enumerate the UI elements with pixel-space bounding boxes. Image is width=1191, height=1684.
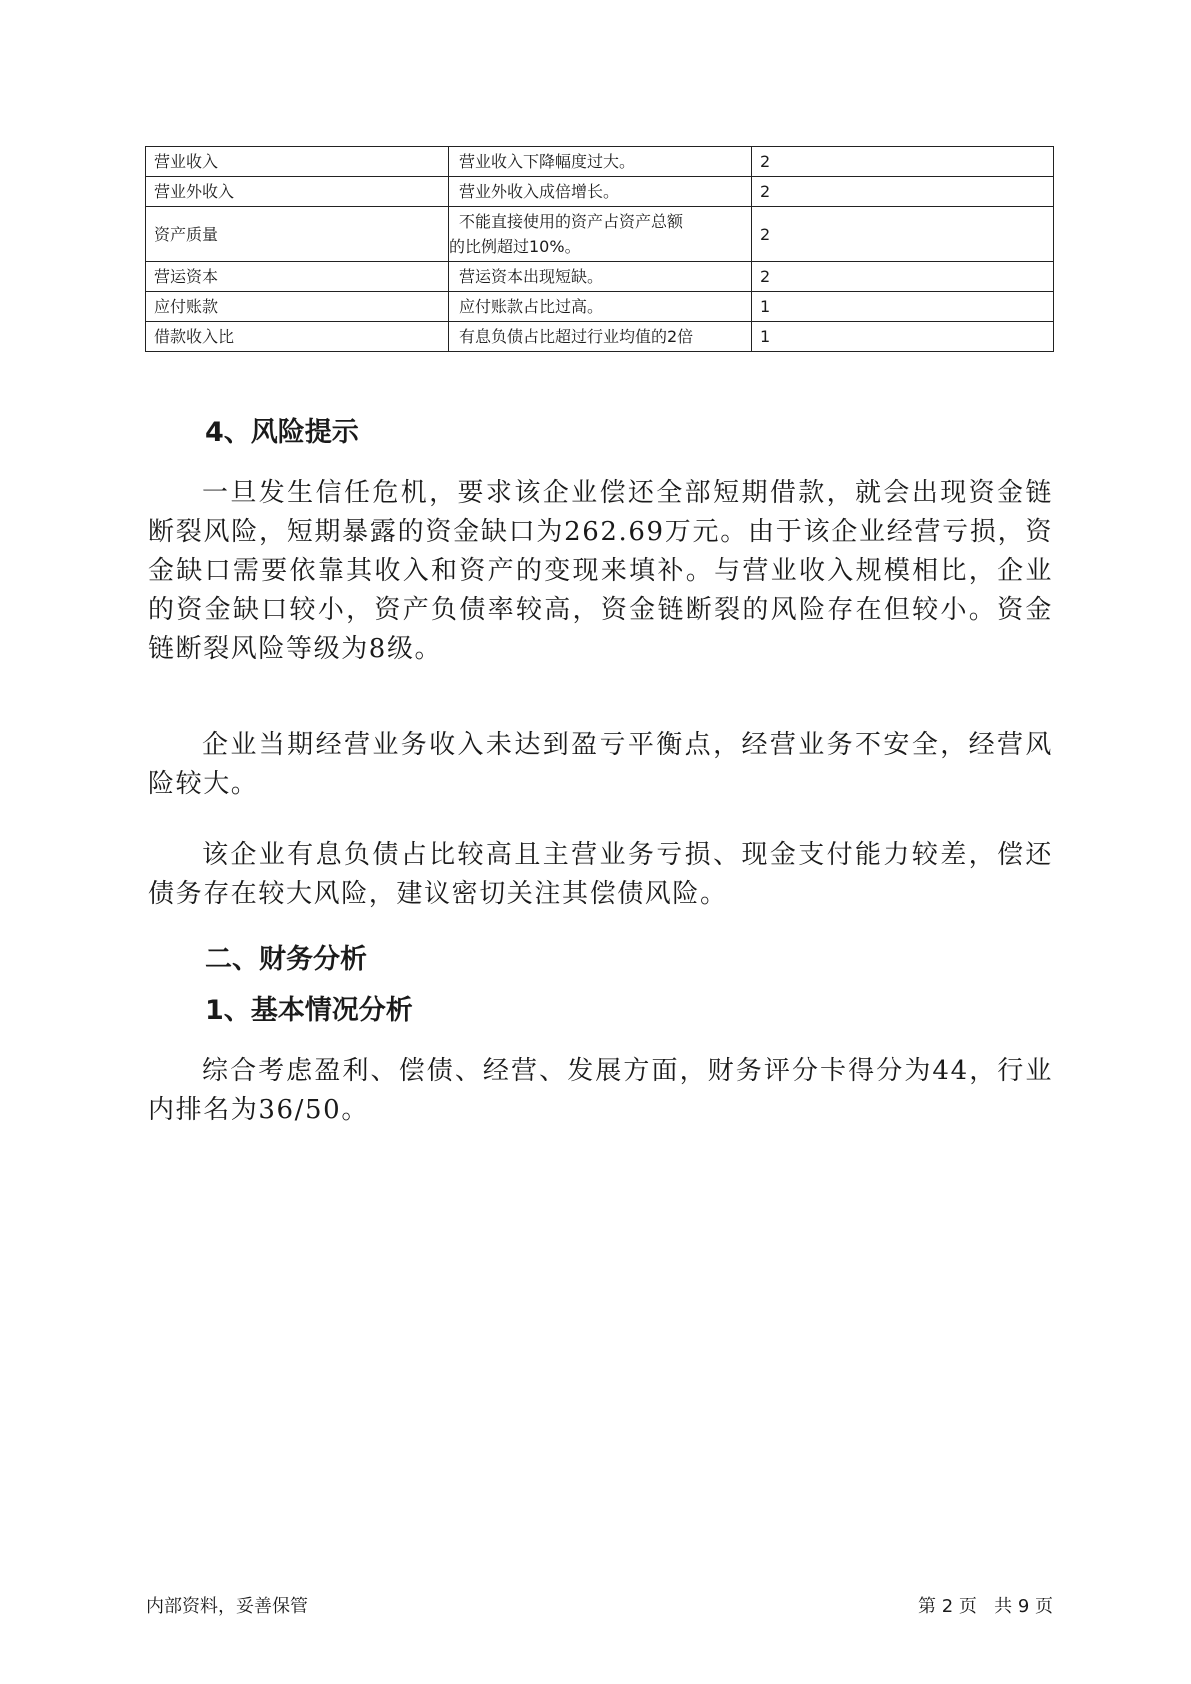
indicator-cell: 资产质量 [146, 207, 449, 262]
risk-indicator-table [145, 146, 1054, 352]
indicator-cell: 营运资本 [146, 262, 449, 292]
score-cell: 1 [752, 292, 1054, 322]
description-line: 不能直接使用的资产占资产总额 [459, 212, 684, 231]
table-row [146, 292, 1054, 322]
table-row [146, 177, 1054, 207]
indicator-cell: 应付账款 [146, 292, 449, 322]
table-row [146, 322, 1054, 352]
description-line: 的比例超过10%。 [449, 237, 581, 256]
risk-paragraph: 企业当期经营业务收入未达到盈亏平衡点，经营业务不安全，经营风险较大。 [148, 730, 1053, 799]
score-cell: 2 [752, 147, 1054, 177]
description-cell: 应付账款占比过高。 [449, 292, 752, 322]
finance-paragraph: 综合考虑盈利、偿债、经营、发展方面，财务评分卡得分为44，行业内排名为36/50。 [148, 1056, 1053, 1125]
footer-confidential-note: 内部资料，妥善保管 [146, 1596, 308, 1617]
risk-paragraph: 一旦发生信任危机，要求该企业偿还全部短期借款，就会出现资金链断裂风险，短期暴露的资金缺口为262.69万元。由于该企业经营亏损，资金缺口需要依靠其收入和资产的变现来填补。与营业收入规模相比，企业的资金缺口较小，资产负债率较高，资金链断裂的风险存在但较小。资金链断裂风险等级为8级。 [148, 478, 1053, 664]
score-cell: 2 [752, 177, 1054, 207]
description-cell: 营运资本出现短缺。 [449, 262, 752, 292]
score-cell: 1 [752, 322, 1054, 352]
section-heading-risk: 4、风险提示 [205, 417, 359, 448]
indicator-cell: 借款收入比 [146, 322, 449, 352]
table-row [146, 147, 1054, 177]
description-cell: 有息负债占比超过行业均值的2倍 [449, 322, 752, 352]
table-row [146, 207, 1054, 262]
score-cell: 2 [752, 207, 1054, 262]
indicator-cell: 营业外收入 [146, 177, 449, 207]
risk-paragraph: 该企业有息负债占比较高且主营业务亏损、现金支付能力较差，偿还债务存在较大风险，建议密切关注其偿债风险。 [148, 840, 1053, 909]
subsection-heading-basic: 1、基本情况分析 [205, 995, 413, 1026]
description-cell: 营业外收入成倍增长。 [449, 177, 752, 207]
indicator-cell: 营业收入 [146, 147, 449, 177]
score-cell: 2 [752, 262, 1054, 292]
description-cell [449, 207, 752, 262]
section-heading-finance: 二、财务分析 [205, 944, 367, 975]
description-cell: 营业收入下降幅度过大。 [449, 147, 752, 177]
footer-page-number: 第 2 页 共 9 页 [918, 1596, 1053, 1617]
table-row [146, 262, 1054, 292]
